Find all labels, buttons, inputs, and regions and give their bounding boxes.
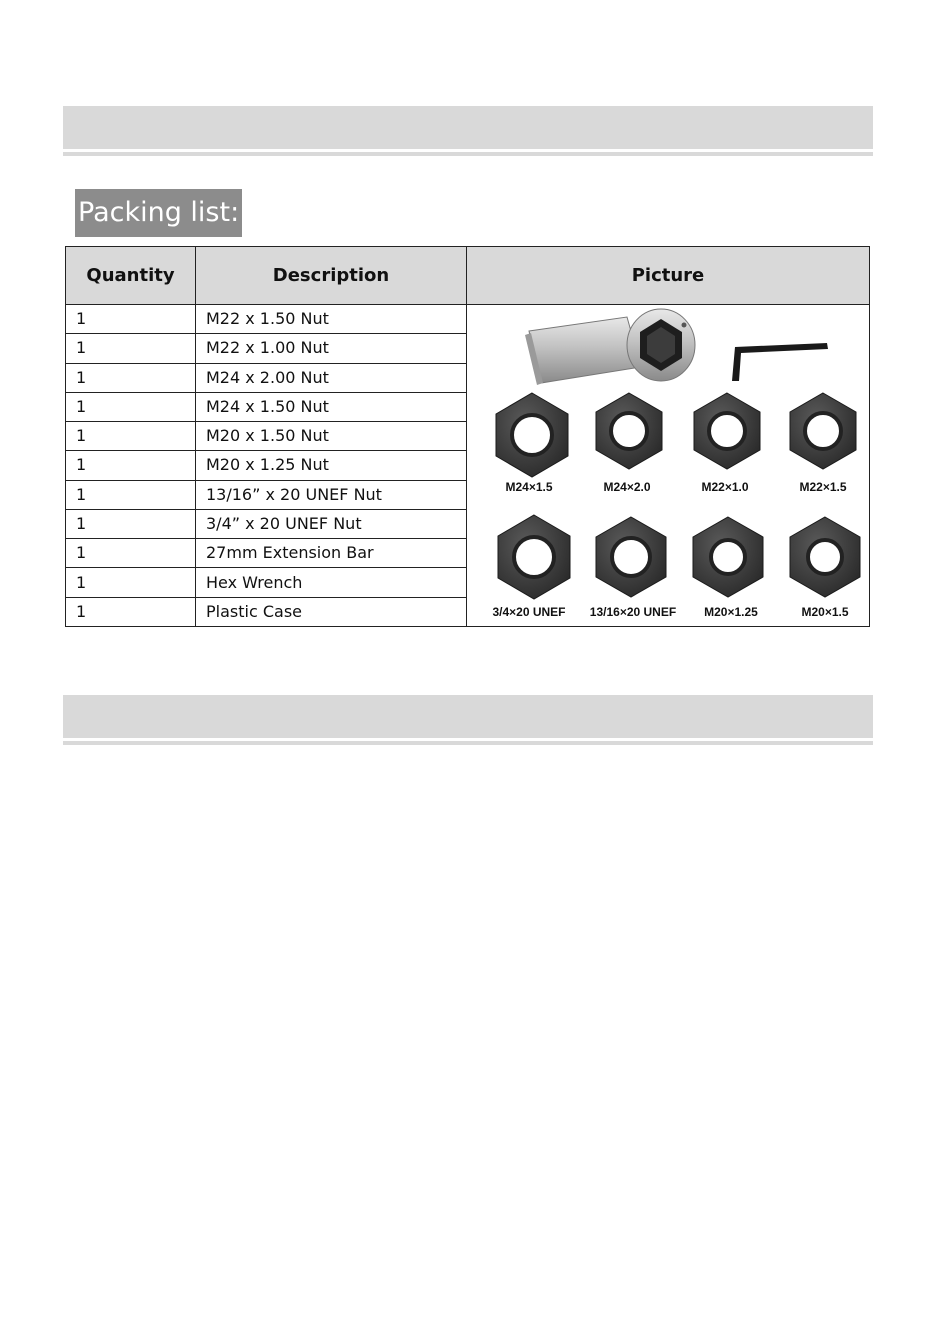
table-header-row: [66, 247, 870, 305]
nut-row-1: [496, 393, 856, 477]
nut-label: M20×1.25: [704, 605, 758, 619]
section-divider: [63, 152, 873, 156]
column-header-quantity: Quantity: [66, 247, 196, 305]
description-cell: M24 x 2.00 Nut: [196, 363, 467, 392]
section-header-band: [63, 106, 873, 149]
nut-label: M24×1.5: [505, 480, 553, 494]
description-cell: Hex Wrench: [196, 568, 467, 597]
quantity-cell: 1: [66, 451, 196, 480]
quantity-cell: 1: [66, 422, 196, 451]
description-cell: 3/4” x 20 UNEF Nut: [196, 509, 467, 538]
column-header-picture: Picture: [467, 247, 870, 305]
section-divider: [63, 741, 873, 745]
quantity-cell: 1: [66, 568, 196, 597]
nut-label: M20×1.5: [801, 605, 849, 619]
quantity-cell: 1: [66, 305, 196, 334]
quantity-cell: 1: [66, 509, 196, 538]
nut-label: M24×2.0: [603, 480, 651, 494]
quantity-cell: 1: [66, 539, 196, 568]
section-header-band: [63, 695, 873, 738]
quantity-cell: 1: [66, 334, 196, 363]
description-cell: 13/16” x 20 UNEF Nut: [196, 480, 467, 509]
nut-label: M22×1.5: [799, 480, 847, 494]
description-cell: M22 x 1.00 Nut: [196, 334, 467, 363]
kit-photo-svg: [477, 305, 880, 626]
quantity-cell: 1: [66, 597, 196, 626]
description-cell: Plastic Case: [196, 597, 467, 626]
nut-row-2: [498, 515, 860, 599]
extension-bar-image: [525, 309, 695, 385]
picture-cell: [467, 305, 870, 627]
description-cell: 27mm Extension Bar: [196, 539, 467, 568]
packing-list-table: [65, 246, 870, 627]
quantity-cell: 1: [66, 363, 196, 392]
nut-label: 13/16×20 UNEF: [589, 605, 677, 619]
quantity-cell: 1: [66, 480, 196, 509]
table-row: [66, 305, 870, 334]
nut-label: 3/4×20 UNEF: [492, 605, 566, 619]
description-cell: M20 x 1.50 Nut: [196, 422, 467, 451]
description-cell: M24 x 1.50 Nut: [196, 392, 467, 421]
column-header-description: Description: [196, 247, 467, 305]
kit-photo: [477, 305, 880, 626]
description-cell: M22 x 1.50 Nut: [196, 305, 467, 334]
quantity-cell: 1: [66, 392, 196, 421]
hex-wrench-image: [732, 343, 828, 381]
description-cell: M20 x 1.25 Nut: [196, 451, 467, 480]
packing-list-heading: Packing list:: [75, 189, 242, 237]
nut-label: M22×1.0: [701, 480, 749, 494]
